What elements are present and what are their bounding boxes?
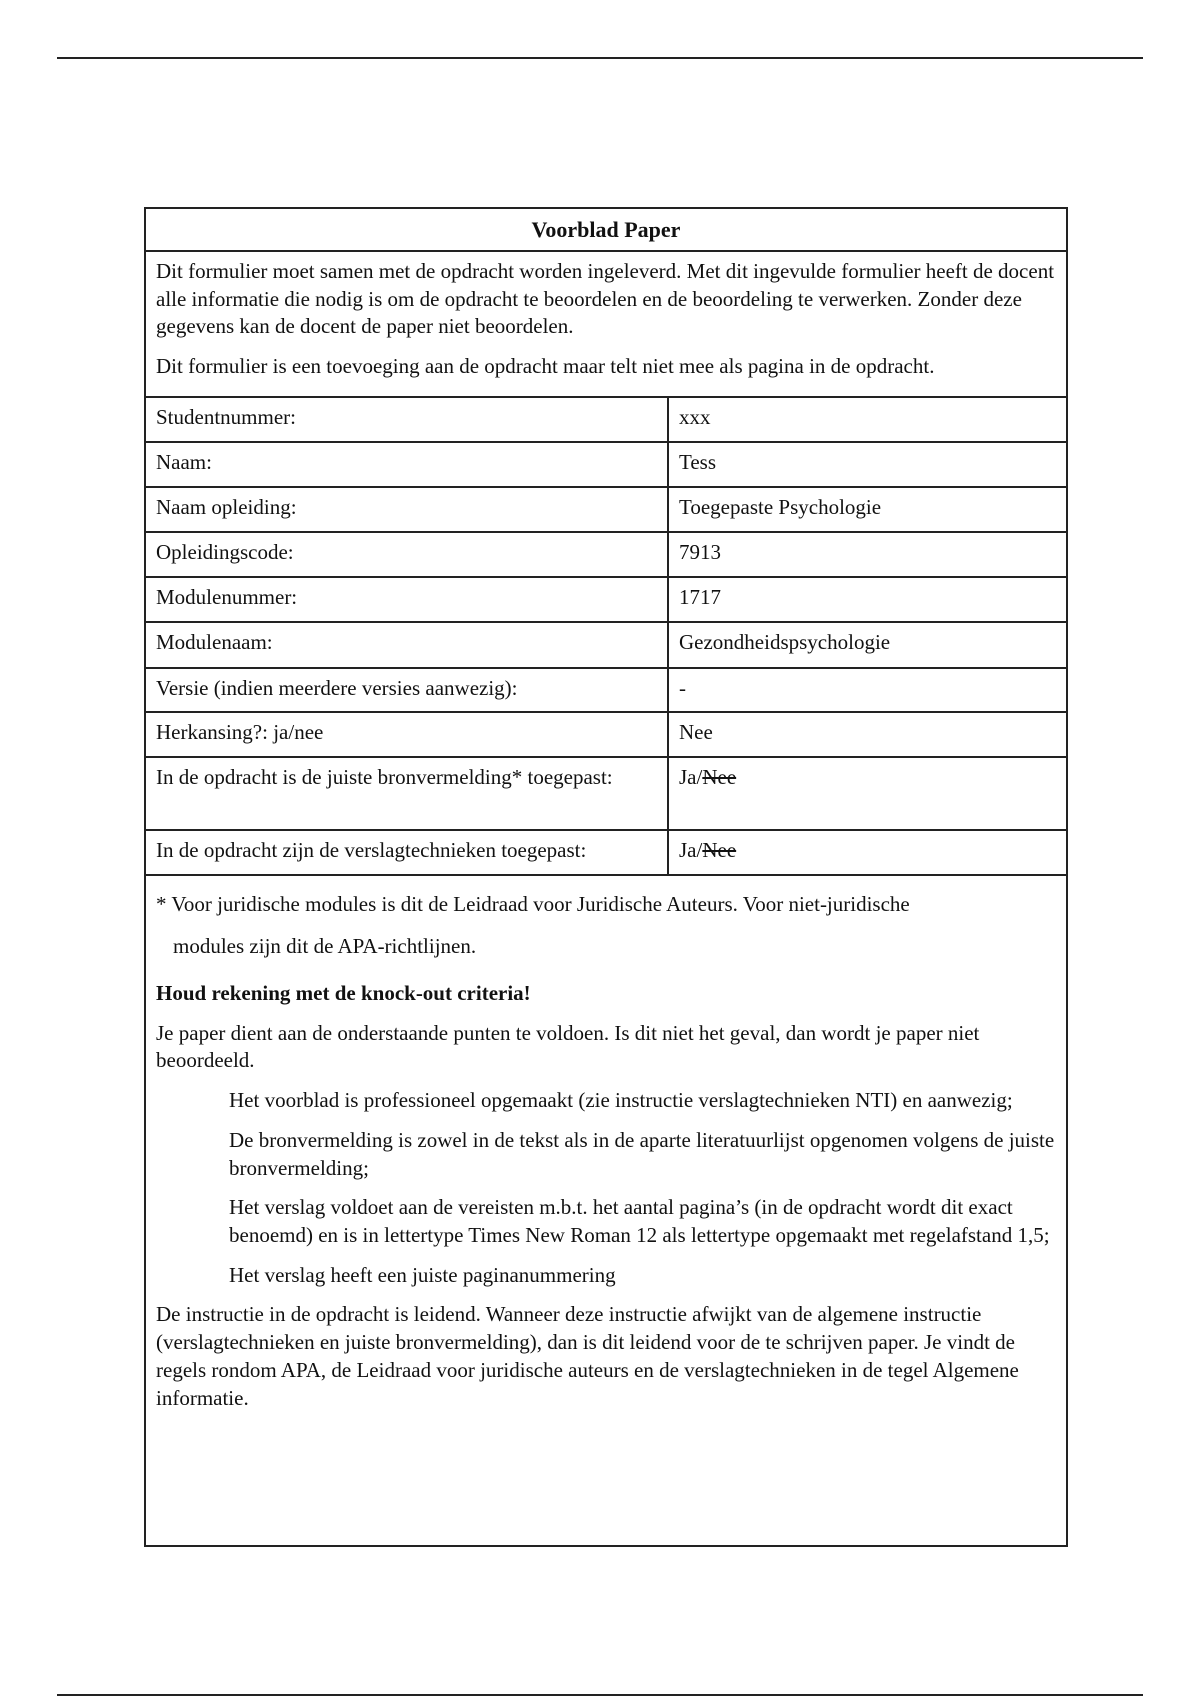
intro-paragraph-2: Dit formulier is een toevoeging aan de opdracht maar telt niet mee als pagina in de opdracht.	[156, 354, 935, 379]
knockout-heading: Houd rekening met de knock-out criteria!	[156, 981, 531, 1005]
field-label: Naam opleiding:	[146, 488, 669, 531]
value-struck: Nee	[702, 838, 737, 862]
field-row-modulenaam	[146, 623, 1066, 669]
header-rule	[57, 57, 1143, 59]
cover-sheet-form	[144, 207, 1068, 1547]
form-title: Voorblad Paper	[146, 209, 1066, 252]
footnote-line-2: modules zijn dit de APA-richtlijnen.	[173, 934, 477, 958]
value-struck: Nee	[702, 765, 737, 789]
footnote	[156, 882, 1056, 968]
field-row-studentnummer	[146, 398, 1066, 443]
field-label: Opleidingscode:	[146, 533, 669, 576]
field-value: Toegepaste Psychologie	[679, 495, 882, 519]
field-value: -	[679, 676, 686, 700]
field-label: Herkansing?: ja/nee	[146, 713, 669, 756]
list-item: Het verslag heeft een juiste paginanummering	[229, 1262, 616, 1287]
intro-section	[146, 252, 1066, 398]
field-value: 7913	[679, 540, 721, 564]
field-label: Studentnummer:	[146, 398, 669, 441]
knockout-intro: Je paper dient aan de onderstaande punten te voldoen. Is dit niet het geval, dan wordt je paper niet beoordeeld.	[156, 1020, 980, 1073]
value-prefix: Ja/	[679, 765, 703, 789]
closing-paragraph: De instructie in de opdracht is leidend. Wanneer deze instructie afwijkt van de algemene instructie (verslagtechnieken en juiste bronvermelding), dan is dit leidend voor de te schrijven paper. Je vindt de regels rondom APA, de Leidraad voor juridische auteurs en de verslagtechnieken in de tegel Algemene informatie.	[156, 1302, 1019, 1410]
field-label: In de opdracht zijn de verslagtechnieken toegepast:	[146, 831, 669, 874]
field-value: Tess	[679, 450, 717, 474]
field-value	[669, 758, 1066, 829]
field-value: Gezondheidspsychologie	[679, 630, 891, 654]
field-row-verslagtechnieken	[146, 831, 1066, 876]
value-prefix: Ja/	[679, 838, 703, 862]
field-row-versie	[146, 669, 1066, 713]
field-label: Modulenummer:	[146, 578, 669, 621]
field-value	[669, 831, 1066, 874]
field-row-naam-opleiding	[146, 488, 1066, 533]
field-value: 1717	[679, 585, 721, 609]
field-row-bronvermelding	[146, 758, 1066, 831]
field-label: In de opdracht is de juiste bronvermelding* toegepast:	[146, 758, 669, 829]
field-row-herkansing	[146, 713, 1066, 758]
list-item: Het voorblad is professioneel opgemaakt (zie instructie verslagtechnieken NTI) en aanwezig;	[229, 1088, 1013, 1113]
field-label: Versie (indien meerdere versies aanwezig):	[146, 669, 669, 711]
field-row-opleidingscode	[146, 533, 1066, 578]
field-label: Modulenaam:	[146, 623, 669, 667]
list-item: Het verslag voldoet aan de vereisten m.b.t. het aantal pagina’s (in de opdracht wordt dit exact benoemd) en is in lettertype Times New Roman 12 als lettertype opgemaakt met regelafstand 1,5;	[229, 1195, 1050, 1248]
criteria-list	[156, 1087, 1056, 1289]
footnote-line-1: * Voor juridische modules is dit de Leidraad voor Juridische Auteurs. Voor niet-juridische	[156, 892, 910, 916]
field-value: Nee	[679, 720, 713, 744]
footer-rule	[57, 1694, 1143, 1696]
field-row-modulenummer	[146, 578, 1066, 623]
field-label: Naam:	[146, 443, 669, 486]
field-value: xxx	[679, 405, 711, 429]
list-item: De bronvermelding is zowel in de tekst als in de aparte literatuurlijst opgenomen volgens de juiste bronvermelding;	[229, 1127, 1055, 1180]
footer-section	[146, 876, 1066, 1412]
intro-paragraph-1: Dit formulier moet samen met de opdracht worden ingeleverd. Met dit ingevulde formulier heeft de docent alle informatie die nodig is om de opdracht te beoordelen en de beoordeling te verwerken. Zonder deze gegevens kan de docent de paper niet beoordelen.	[156, 259, 1055, 339]
field-row-naam	[146, 443, 1066, 488]
